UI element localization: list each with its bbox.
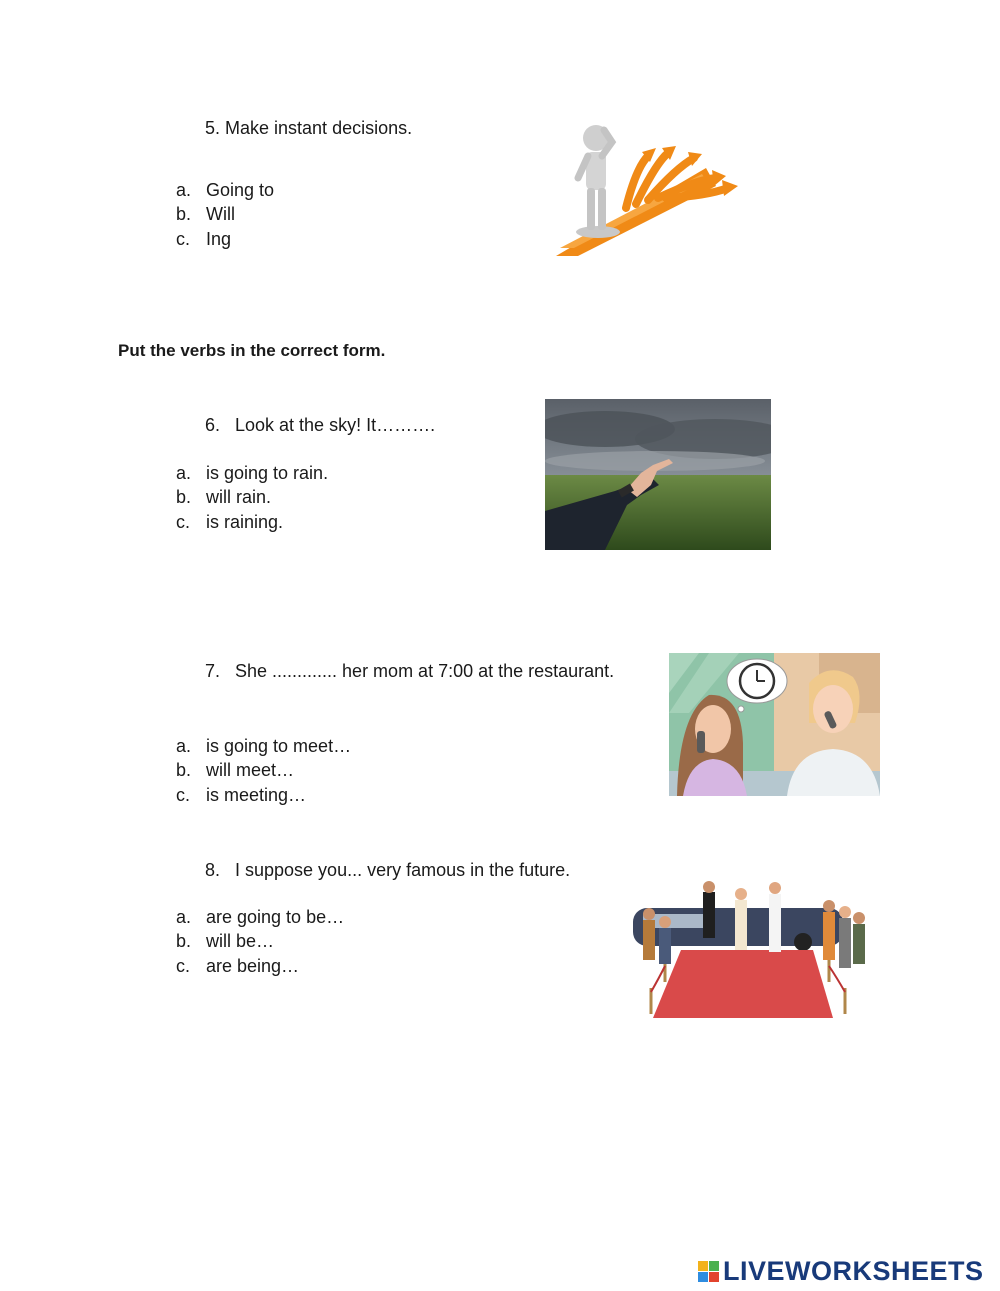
section-heading: Put the verbs in the correct form. xyxy=(118,341,386,360)
logo-cube xyxy=(709,1261,719,1271)
red-carpet-image xyxy=(623,878,871,1022)
option[interactable]: a. are going to be… xyxy=(176,906,345,927)
liveworksheets-logo xyxy=(698,1256,984,1287)
question-7-prompt: 7. She ............. her mom at 7:00 at the restaurant. xyxy=(205,661,615,681)
question-5-prompt: 5. Make instant decisions. xyxy=(205,118,413,138)
question-7-options xyxy=(176,734,351,808)
logo-cubes-icon xyxy=(698,1261,719,1282)
logo-cube xyxy=(698,1261,708,1271)
option[interactable]: c. is meeting… xyxy=(176,784,307,805)
option[interactable]: b. will be… xyxy=(176,931,275,952)
option[interactable]: b. Will xyxy=(176,204,235,225)
option[interactable]: c. are being… xyxy=(176,955,300,976)
question-8-prompt: 8. I suppose you... very famous in the future. xyxy=(205,860,571,880)
logo-cube xyxy=(709,1272,719,1282)
cloudy-sky-image xyxy=(545,399,771,550)
phone-call-image xyxy=(669,653,880,796)
option[interactable]: c. Ing xyxy=(176,228,232,249)
logo-cube xyxy=(698,1272,708,1282)
option[interactable]: a. Going to xyxy=(176,179,275,200)
option[interactable]: a. is going to meet… xyxy=(176,735,352,756)
option[interactable]: b. will meet… xyxy=(176,760,295,781)
decision-arrows-image xyxy=(556,108,746,256)
question-8-options xyxy=(176,905,344,979)
option[interactable]: a. is going to rain. xyxy=(176,462,329,483)
option[interactable]: c. is raining. xyxy=(176,511,284,532)
option[interactable]: b. will rain. xyxy=(176,487,272,508)
logo-text: LIVEWORKSHEETS xyxy=(723,1256,984,1286)
question-5-options xyxy=(176,178,274,252)
question-6-prompt: 6. Look at the sky! It………. xyxy=(205,415,436,435)
question-6-options xyxy=(176,461,328,535)
